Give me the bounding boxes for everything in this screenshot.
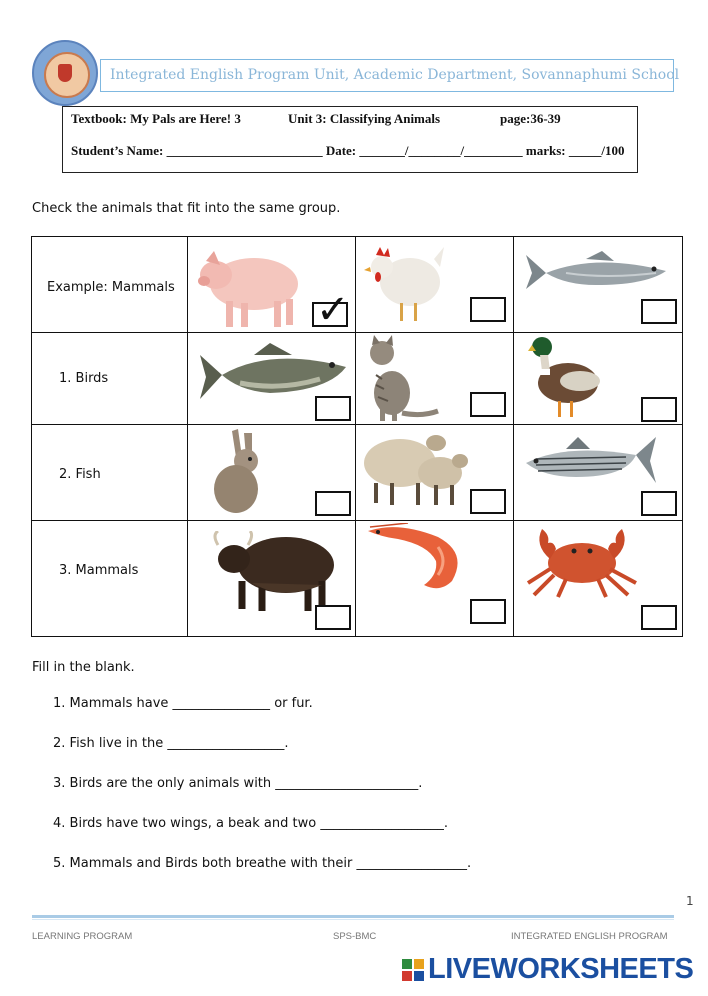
- page-number: 1: [686, 894, 694, 908]
- checkbox[interactable]: [315, 396, 351, 421]
- textbook-label: Textbook: My Pals are Here! 3: [71, 111, 241, 126]
- checkbox[interactable]: [641, 491, 677, 516]
- checkmark-icon: ✓: [316, 287, 350, 333]
- fill-item: 2. Fish live in the __________________.: [53, 736, 289, 751]
- row-label: 3. Mammals: [59, 563, 139, 578]
- fish-image: [526, 433, 656, 491]
- animal-cell: [188, 425, 356, 521]
- footer-divider: [32, 915, 674, 918]
- animal-cell: [514, 333, 683, 425]
- animal-cell: [514, 237, 683, 333]
- school-logo: [32, 40, 98, 106]
- unit-label: Unit 3: Classifying Animals: [288, 111, 441, 126]
- checkbox[interactable]: [312, 287, 350, 333]
- footer-left: LEARNING PROGRAM: [32, 931, 133, 942]
- checkbox[interactable]: [470, 599, 506, 624]
- duck-image: [528, 333, 606, 421]
- row-label-cell: [32, 237, 188, 333]
- footer-right: INTEGRATED ENGLISH PROGRAM: [511, 931, 668, 942]
- checkbox[interactable]: [641, 605, 677, 630]
- school-banner: Integrated English Program Unit, Academic Department, Sovannaphumi School: [100, 59, 674, 92]
- row-label-cell: [32, 521, 188, 637]
- student-name-line: Student’s Name: ________________________ Date: _______/________/_________ marks: _____/100: [71, 143, 625, 158]
- animal-cell: [356, 521, 514, 637]
- checkbox[interactable]: [470, 297, 506, 322]
- pig-image: [196, 239, 306, 331]
- liveworksheets-logo[interactable]: LIVEWORKSHEETS: [428, 953, 694, 985]
- animal-cell: [514, 425, 683, 521]
- checkbox[interactable]: [641, 299, 677, 324]
- checkbox[interactable]: [315, 491, 351, 516]
- page-label: page:36-39: [500, 111, 561, 126]
- fill-item: 3. Birds are the only animals with ______________________.: [53, 776, 423, 791]
- fill-item: 1. Mammals have _______________ or fur.: [53, 696, 313, 711]
- liveworksheets-icon: [402, 959, 424, 981]
- fill-instruction: Fill in the blank.: [32, 660, 135, 675]
- animal-cell: [188, 333, 356, 425]
- animal-cell: [188, 237, 356, 333]
- row-label-cell: [32, 425, 188, 521]
- footer-center: SPS-BMC: [333, 931, 377, 942]
- fish-image: [526, 249, 674, 299]
- row-label: 2. Fish: [59, 467, 101, 482]
- crab-image: [520, 523, 644, 599]
- shrimp-image: [368, 523, 468, 593]
- row-label: 1. Birds: [59, 371, 109, 386]
- animal-cell: [356, 237, 514, 333]
- sheep-image: [360, 425, 470, 507]
- student-info-box: [62, 106, 638, 173]
- animal-cell: [356, 425, 514, 521]
- animal-grid: [31, 236, 683, 637]
- check-instruction: Check the animals that fit into the same group.: [32, 201, 341, 216]
- checkbox[interactable]: [470, 392, 506, 417]
- checkbox[interactable]: [641, 397, 677, 422]
- animal-cell: [188, 521, 356, 637]
- rabbit-image: [208, 427, 272, 517]
- hen-image: [364, 237, 444, 327]
- row-label-cell: [32, 333, 188, 425]
- animal-cell: [356, 333, 514, 425]
- checkbox[interactable]: [470, 489, 506, 514]
- row-label: Example: Mammals: [47, 280, 175, 295]
- fill-item: 5. Mammals and Birds both breathe with their _________________.: [53, 856, 472, 871]
- checkbox[interactable]: [315, 605, 351, 630]
- cat-image: [362, 335, 442, 423]
- fill-item: 4. Birds have two wings, a beak and two ___________________.: [53, 816, 448, 831]
- yak-image: [212, 531, 336, 613]
- animal-cell: [514, 521, 683, 637]
- footer-divider: [32, 919, 674, 920]
